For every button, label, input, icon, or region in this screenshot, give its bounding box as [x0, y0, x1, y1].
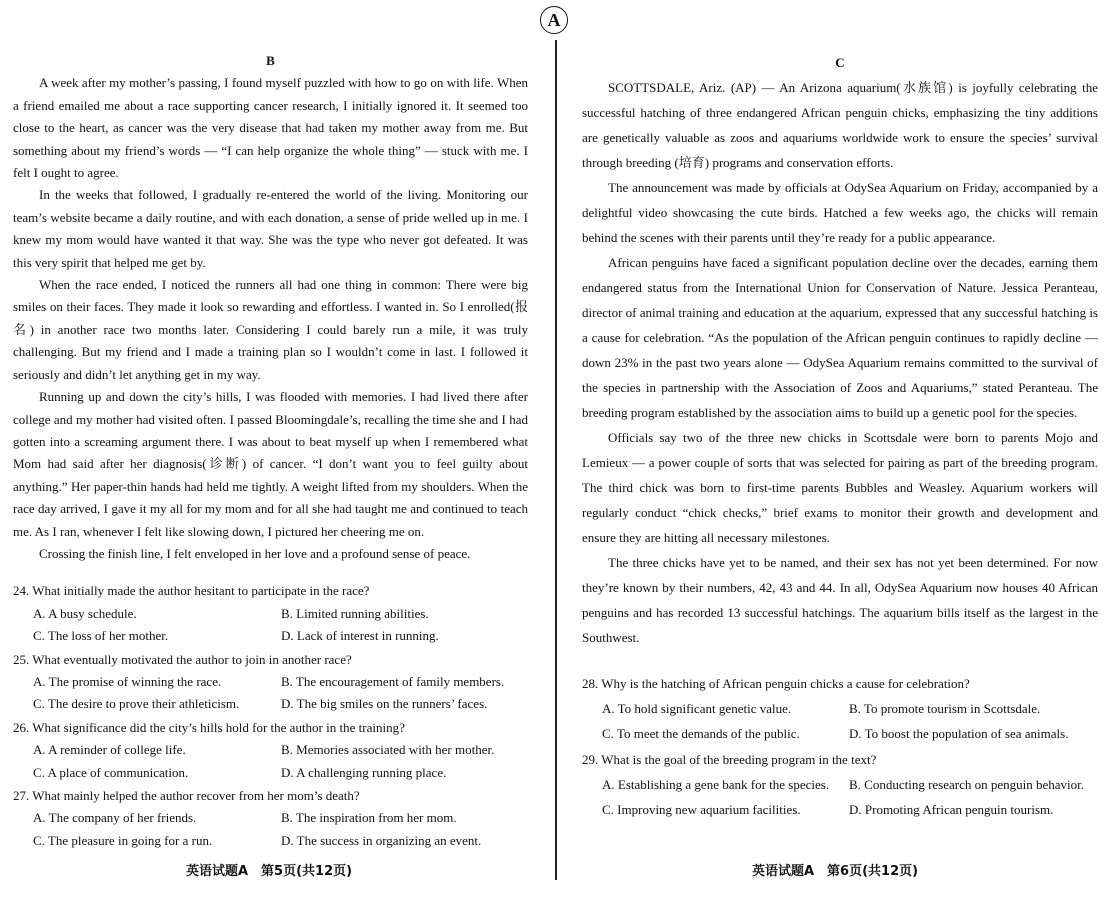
option: C. The desire to prove their athleticism. — [33, 696, 240, 712]
option: A. Establishing a gene bank for the species. — [602, 777, 830, 792]
version-marker — [540, 6, 568, 34]
question-stem: 25. What eventually motivated the author to join in another race? — [13, 651, 352, 667]
option: D. To boost the population of sea animals. — [849, 726, 1069, 741]
question-stem: 28. Why is the hatching of African penguin chicks a cause for celebration? — [582, 676, 970, 691]
option: A. The promise of winning the race. — [33, 673, 222, 689]
question-stem: 26. What significance did the city’s hills hold for the author in the training? — [13, 719, 405, 735]
option: B. To promote tourism in Scottsdale. — [849, 701, 1041, 716]
passage-c-paragraph: The announcement was made by officials at OdySea Aquarium on Friday, accompanied by a delightful video showcasing the cute birds. Hatched a few weeks ago, the chicks will remain behind the scenes with their parents until they’re ready for a public appearance. — [582, 180, 1098, 245]
section-title-c: C — [835, 55, 845, 70]
option: C. Improving new aquarium facilities. — [602, 802, 801, 817]
option: D. Lack of interest in running. — [281, 628, 439, 644]
passage-c-paragraph: Officials say two of the three new chicks in Scottsdale were born to parents Mojo and Lemieux — a power couple of sorts that was selected for pairing as part of the breeding program. The third chick was born to first-time parents Bubbles and Weasley. Aquarium workers will regularly conduct “chick checks,” brief exams to monitor their growth and development and ensure they are hitting all necessary milestones. — [582, 430, 1098, 545]
question-stem: 29. What is the goal of the breeding program in the text? — [582, 752, 877, 767]
passage-b-paragraph: When the race ended, I noticed the runners all had one thing in common: There were big smiles on their faces. They made it look so rewarding and effortless. I wanted in. So I enrolled(报名) in another race two months later. Considering I could barely run a mile, it was truly challenging. But my friend and I made a training plan so I wouldn’t come in last. I followed it seriously and didn’t let anything get in my way. — [13, 277, 528, 382]
option: B. Conducting research on penguin behavior. — [849, 777, 1085, 792]
question-stem: 27. What mainly helped the author recover from her mom’s death? — [13, 788, 360, 803]
option: B. The encouragement of family members. — [281, 673, 505, 689]
right-column — [582, 50, 1098, 822]
option: A. A reminder of college life. — [33, 742, 186, 758]
passage-c-paragraph: The three chicks have yet to be named, and their sex has not yet been determined. For now they’re known by their numbers, 42, 43 and 44. In all, OdySea Aquarium now houses 40 African penguins and has recorded 13 successful hatchings. The aquarium bills itself as the largest in the Southwest. — [582, 555, 1098, 645]
option: B. The inspiration from her mom. — [281, 810, 457, 826]
question-26 — [13, 717, 528, 784]
page-footer-right: 英语试题A 第6页(共12页) — [752, 864, 919, 879]
page-footer-left: 英语试题A 第5页(共12页) — [186, 864, 353, 879]
option: C. To meet the demands of the public. — [602, 726, 800, 741]
passage-b-paragraph: In the weeks that followed, I gradually re-entered the world of the living. Monitoring our team’s website became a daily routine, and with each donation, a sense of pride welled up in me. I knew my mom would have wanted it that way. She was the type who never got defeated. It was this very spirit that helped me get by. — [13, 187, 528, 270]
passage-b-paragraph: A week after my mother’s passing, I found myself puzzled with how to go on with life. When a friend emailed me about a race supporting cancer research, I initially ignored it. It seemed too close to the heart, as cancer was the very disease that had taken my mother away from me. But something about my friend’s words — “I can help organize the whole thing” — stuck with me. I felt I ought to agree. — [13, 75, 528, 181]
option: D. The success in organizing an event. — [281, 832, 482, 848]
section-title-b: B — [266, 53, 275, 68]
option: D. Promoting African penguin tourism. — [849, 802, 1054, 817]
option: A. The company of her friends. — [33, 810, 197, 826]
option: C. The pleasure in going for a run. — [33, 832, 213, 848]
question-27 — [13, 785, 528, 852]
option: C. The loss of her mother. — [33, 628, 169, 644]
passage-b-paragraph: Running up and down the city’s hills, I was flooded with memories. I had lived there after college and my mother had visited often. I passed Bloomingdale’s, recalling the time she and I had gotten into a screaming argument there. I was about to beat myself up when I remembered what Mom had said after her diagnosis(诊断) of cancer. “I don’t want you to feel guilty about anything.” Her paper-thin hands had held me tightly. A weight lifted from my shoulders. When the race day arrived, I gave it my all for my mom and for all she had taught me and continued to teach me. As I ran, whenever I felt like slowing down, I pictured her cheering me on. — [13, 389, 528, 539]
option: D. The big smiles on the runners’ faces. — [281, 696, 488, 712]
column-divider — [555, 40, 557, 880]
question-28 — [582, 671, 1098, 746]
option: A. A busy schedule. — [33, 605, 137, 621]
passage-c-paragraph: SCOTTSDALE, Ariz. (AP) — An Arizona aquarium(水族馆) is joyfully celebrating the successful hatching of three endangered African penguin chicks, emphasizing the tiny additions are genetically valuable as zoos and aquariums worldwide work to ensure the species’ survival through breeding (培育) programs and conservation efforts. — [582, 80, 1098, 170]
version-marker-label: A — [547, 9, 561, 30]
question-25 — [13, 649, 528, 716]
left-column — [13, 50, 528, 852]
passage-b-paragraph: Crossing the finish line, I felt enveloped in her love and a profound sense of peace. — [39, 545, 471, 561]
option: D. A challenging running place. — [281, 764, 447, 780]
option: B. Memories associated with her mother. — [281, 742, 495, 758]
question-24 — [13, 580, 528, 647]
passage-c-paragraph: African penguins have faced a significant population decline over the decades, earning them endangered status from the International Union for Conservation of Nature. Jessica Peranteau, director of animal training and education at the aquarium, expressed that any successful hatching is a cause for celebration. “As the population of the African penguin continues to rapidly decline — down 23% in the past two years alone — OdySea Aquarium remains committed to the survival of the species in partnership with the Association of Zoos and Aquariums,” stated Peranteau. The breeding program established by the association aims to build up a genetic pool for the species. — [582, 255, 1098, 420]
question-stem: 24. What initially made the author hesitant to participate in the race? — [13, 583, 370, 599]
option: C. A place of communication. — [33, 764, 189, 780]
option: A. To hold significant genetic value. — [602, 701, 792, 716]
option: B. Limited running abilities. — [281, 605, 429, 621]
question-29 — [582, 747, 1098, 822]
